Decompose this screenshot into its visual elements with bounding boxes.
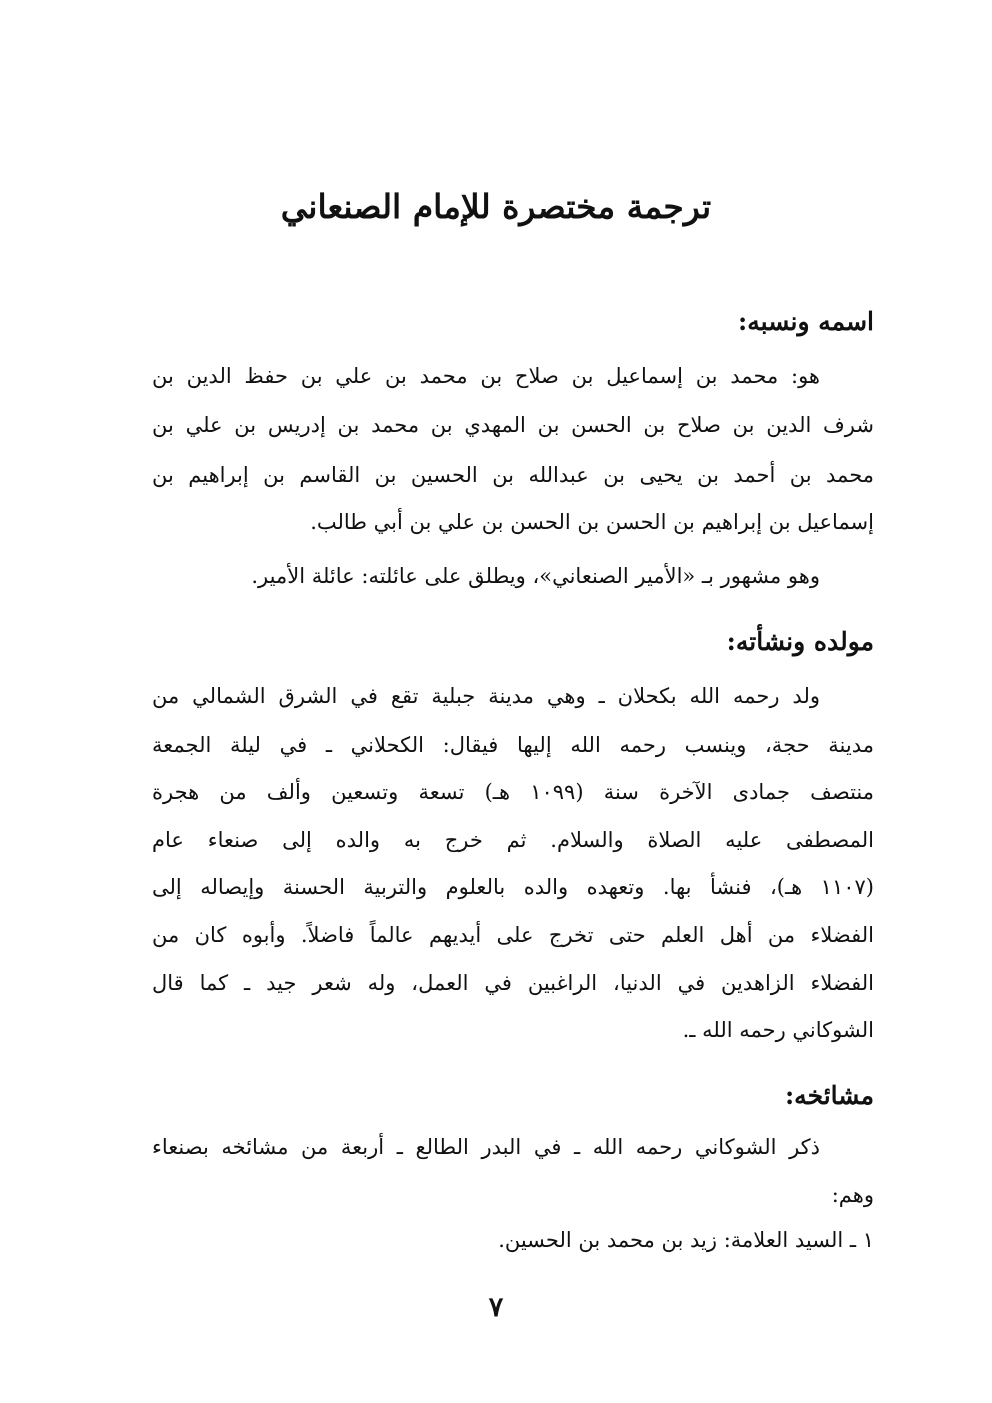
paragraph-line: هو: محمد بن إسماعيل بن صلاح بن محمد بن علي بن حفظ الدين بن [152, 364, 820, 388]
paragraph-line: الفضلاء من أهل العلم حتى تخرج على أيديهم عالماً فاضلاً. وأبوه كان من [152, 923, 874, 947]
paragraph-line: مدينة حجة، وينسب رحمه الله إليها فيقال: الكحلاني ـ في ليلة الجمعة [152, 733, 874, 757]
paragraph-line: محمد بن أحمد بن يحيى بن عبدالله بن الحسين بن القاسم بن إبراهيم بن [152, 463, 874, 487]
section-heading-teachers: مشائخه: [784, 1081, 874, 1110]
list-item: ١ ـ السيد العلامة: زيد بن محمد بن الحسين. [498, 1228, 874, 1252]
paragraph-line: منتصف جمادى الآخرة سنة (١٠٩٩ هـ) تسعة وتسعين وألف من هجرة [152, 780, 874, 804]
paragraph-line: ولد رحمه الله بكحلان ـ وهي مدينة جبلية تقع في الشرق الشمالي من [152, 684, 820, 708]
paragraph-line: شرف الدين بن صلاح بن الحسن بن المهدي بن محمد بن إدريس بن علي بن [152, 413, 874, 437]
paragraph-line: (١١٠٧ هـ)، فنشأ بها. وتعهده والده بالعلوم والتربية الحسنة وإيصاله إلى [152, 875, 874, 899]
paragraph-line: الشوكاني رحمه الله ـ. [682, 1018, 874, 1042]
paragraph-line: وهو مشهور بـ «الأمير الصنعاني»، ويطلق على عائلته: عائلة الأمير. [251, 564, 820, 588]
paragraph-line: وهم: [831, 1183, 874, 1207]
paragraph-line: ذكر الشوكاني رحمه الله ـ في البدر الطالع ـ أربعة من مشائخه بصنعاء [152, 1135, 820, 1159]
page-title: ترجمة مختصرة للإمام الصنعاني [280, 187, 712, 226]
page-number: ٧ [488, 1292, 504, 1323]
section-heading-birth-upbringing: مولده ونشأته: [726, 627, 874, 656]
section-heading-name-lineage: اسمه ونسبه: [738, 307, 874, 336]
paragraph-line: المصطفى عليه الصلاة والسلام. ثم خرج به والده إلى صنعاء عام [152, 828, 874, 852]
paragraph-line: الفضلاء الزاهدين في الدنيا، الراغبين في العمل، وله شعر جيد ـ كما قال [152, 971, 874, 995]
paragraph-line: إسماعيل بن إبراهيم بن الحسن بن الحسن بن علي بن أبي طالب. [310, 510, 874, 534]
